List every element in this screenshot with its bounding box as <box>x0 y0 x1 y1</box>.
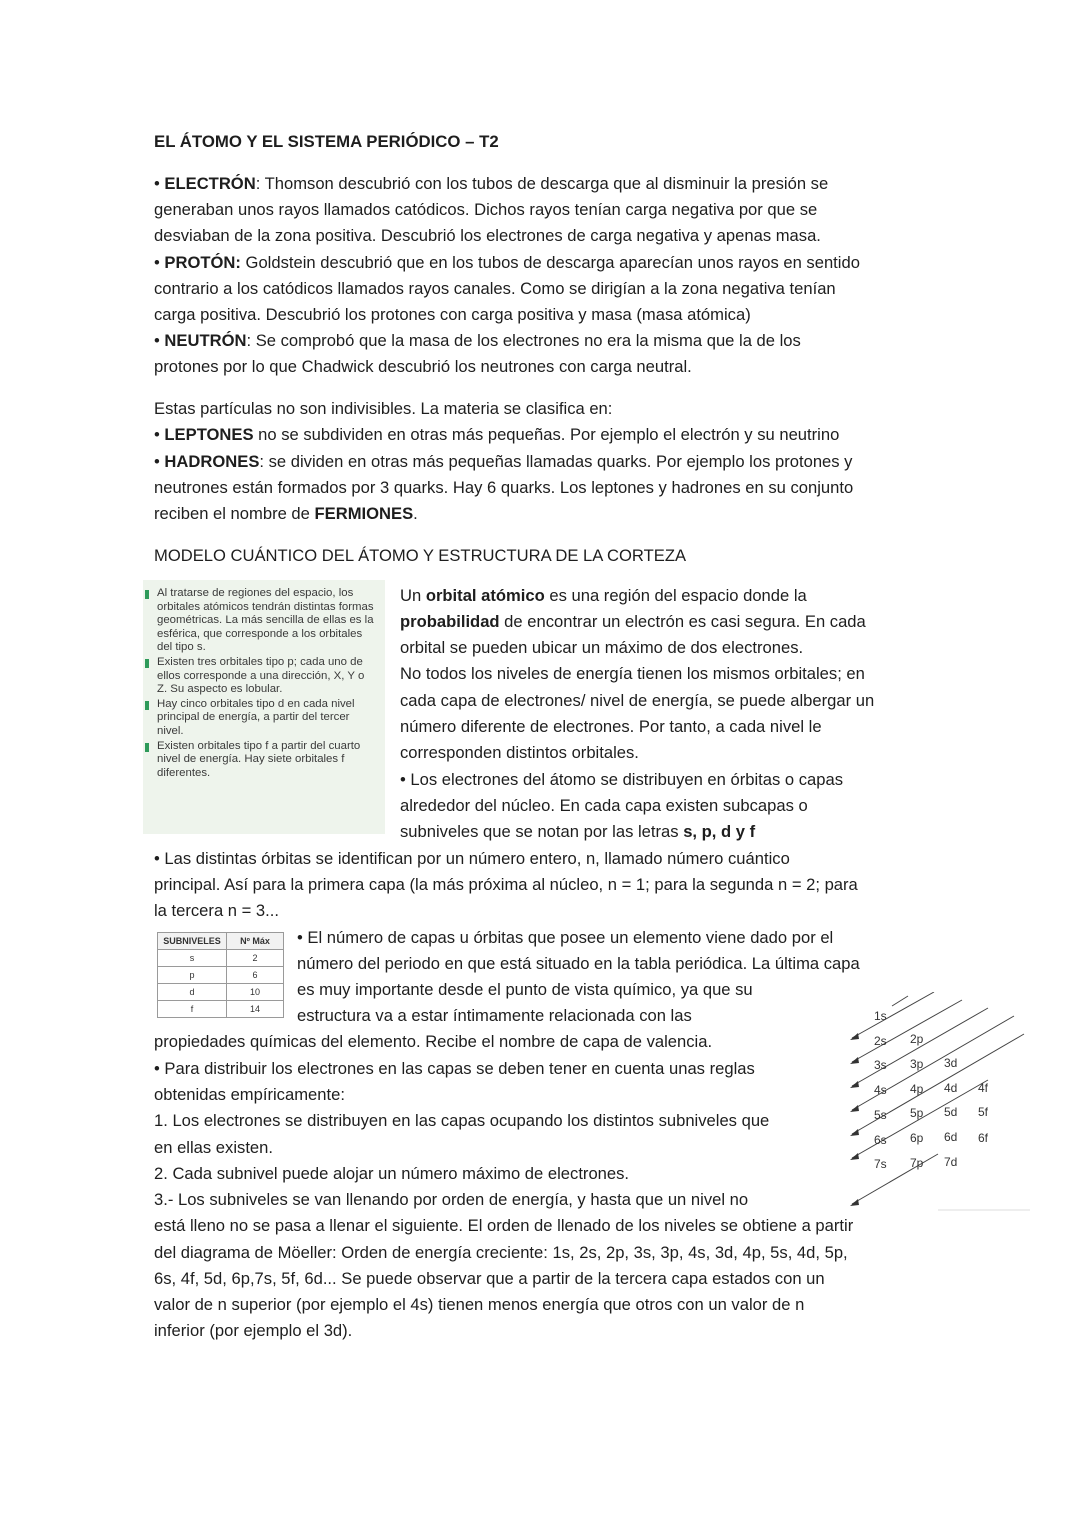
text-line: obtenidas empíricamente: <box>154 1085 345 1104</box>
caption-item: Existen tres orbitales tipo p; cada uno de ellos corresponde a una dirección, X, Y o Z. Su aspecto es lobular. <box>155 656 377 697</box>
text-line: la tercera n = 3... <box>154 901 279 920</box>
text-line: • Los electrones del átomo se distribuyen en órbitas o capas <box>400 770 844 789</box>
term-spdf: s, p, d y f <box>683 822 756 841</box>
text-span: : Se comprobó que la masa de los electrones no era la misma que la de los <box>246 331 801 350</box>
diagonal-line <box>852 1008 988 1086</box>
subshell-table <box>157 932 284 1018</box>
text-span: es una región del espacio donde la <box>544 586 807 605</box>
orbital-label: 7d <box>944 1155 958 1169</box>
text-line: • ELECTRÓN: Thomson descubrió con los tubos de descarga que al disminuir la presión se <box>154 174 829 193</box>
orbital-caption-box <box>143 580 385 834</box>
text-span: subniveles que se notan por las letras <box>400 822 684 841</box>
arrow-head-icon <box>850 1033 859 1040</box>
arrow-head-icon <box>850 1153 859 1160</box>
text-line: • HADRONES: se dividen en otras más pequeñas llamadas quarks. Por ejemplo los protones y <box>154 452 853 471</box>
table-row <box>158 984 284 1001</box>
text-span: : Thomson descubrió con los tubos de descarga que al disminuir la presión se <box>255 174 829 193</box>
orbital-label: 5p <box>910 1106 924 1120</box>
text-line: • PROTÓN: Goldstein descubrió que en los tubos de descarga aparecían unos rayos en sentido <box>154 253 860 272</box>
text-line: desviaban de la zona positiva. Descubrió los electrones de carga negativa y apenas masa. <box>154 226 821 245</box>
orbital-label: 4s <box>874 1083 887 1097</box>
text-line: 1. Los electrones se distribuyen en las capas ocupando los distintos subniveles que <box>154 1111 770 1130</box>
text-line: propiedades químicas del elemento. Recibe el nombre de capa de valencia. <box>154 1032 713 1051</box>
term-electron: ELECTRÓN <box>164 174 256 193</box>
arrow-heads <box>850 1033 859 1206</box>
table-cell: 6 <box>227 967 284 984</box>
text-line: alrededor del núcleo. En cada capa existen subcapas o <box>400 796 808 815</box>
diagonal-line <box>892 996 908 1006</box>
caption-item: Hay cinco orbitales tipo d en cada nivel principal de energía, a partir del tercer nivel. <box>155 698 377 739</box>
text-line: inferior (por ejemplo el 3d). <box>154 1321 353 1340</box>
caption-item: Existen orbitales tipo f a partir del cuarto nivel de energía. Hay siete orbitales f diferentes. <box>155 740 377 781</box>
orbital-label: 6f <box>978 1131 989 1145</box>
arrow-head-icon <box>850 1057 859 1064</box>
text-line: • Las distintas órbitas se identifican por un número entero, n, llamado número cuántico <box>154 849 790 868</box>
text-line: generaban unos rayos llamados catódicos. Dichos rayos tenían carga negativa por que se <box>154 200 818 219</box>
orbital-label: 5s <box>874 1108 887 1122</box>
term-leptones: LEPTONES <box>164 425 254 444</box>
text-line: 6s, 4f, 5d, 6p,7s, 5f, 6d... Se puede observar que a partir de la tercera capa estados con un <box>154 1269 825 1288</box>
arrow-head-icon <box>850 1129 859 1136</box>
orbital-label: 4d <box>944 1081 958 1095</box>
table-row <box>158 1001 284 1018</box>
term-neutron: NEUTRÓN <box>164 331 247 350</box>
orbital-label: 3d <box>944 1056 958 1070</box>
table-row <box>158 967 284 984</box>
term-probabilidad: probabilidad <box>400 612 500 631</box>
text-line: es muy importante desde el punto de vista químico, ya que su <box>297 980 753 999</box>
text-line: principal. Así para la primera capa (la más próxima al núcleo, n = 1; para la segunda n = 2; para <box>154 875 858 894</box>
text-line: está lleno no se pasa a llenar el siguiente. El orden de llenado de los niveles se obtiene a partir <box>154 1216 854 1235</box>
orbital-label: 3s <box>874 1058 887 1072</box>
text-line: Estas partículas no son indivisibles. La materia se clasifica en: <box>154 399 613 418</box>
text-line: neutrones están formados por 3 quarks. Hay 6 quarks. Los leptones y hadrones en su conjunto <box>154 478 854 497</box>
term-fermiones: FERMIONES <box>314 504 414 523</box>
text-line: No todos los niveles de energía tienen los mismos orbitales; en <box>400 664 865 683</box>
text-span: : se dividen en otras más pequeñas llamadas quarks. Por ejemplo los protones y <box>259 452 853 471</box>
diagonal-line <box>852 1154 938 1204</box>
term-hadrones: HADRONES <box>164 452 260 471</box>
table-header-row <box>158 933 284 950</box>
orbital-label: 1s <box>874 1009 887 1023</box>
arrow-head-icon <box>850 1199 859 1206</box>
orbital-label: 2s <box>874 1034 887 1048</box>
arrow-head-icon <box>850 1105 859 1112</box>
diagonal-line <box>852 1000 962 1062</box>
term-orbital: orbital atómico <box>425 586 545 605</box>
orbital-label: 2p <box>910 1032 924 1046</box>
orbital-label: 6s <box>874 1133 887 1147</box>
text-span: Goldstein descubrió que en los tubos de descarga aparecían unos rayos en sentido <box>240 253 860 272</box>
orbital-label: 3p <box>910 1057 924 1071</box>
orbital-label: 7s <box>874 1157 887 1171</box>
text-line: protones por lo que Chadwick descubrió los neutrones con carga neutral. <box>154 357 692 376</box>
text-line: carga positiva. Descubrió los protones con carga positiva y masa (masa atómica) <box>154 305 751 324</box>
text-span: . <box>413 504 418 523</box>
text-line: estructura va a estar íntimamente relacionada con las <box>297 1006 692 1025</box>
text-span: de encontrar un electrón es casi segura. En cada <box>499 612 866 631</box>
text-line <box>400 819 755 845</box>
page-title: EL ÁTOMO Y EL SISTEMA PERIÓDICO – T2 <box>154 132 499 151</box>
text-span: no se subdividen en otras más pequeñas. Por ejemplo el electrón y su neutrino <box>253 425 840 444</box>
text-line: número diferente de electrones. Por tanto, a cada nivel le <box>400 717 822 736</box>
text-span: Un <box>400 586 426 605</box>
text-line <box>400 583 807 609</box>
text-line: del diagrama de Möeller: Orden de energía creciente: 1s, 2s, 2p, 3s, 3p, 4s, 3d, 4p, 5s, 4d, 5p, <box>154 1243 848 1262</box>
orbital-label: 7p <box>910 1156 924 1170</box>
table-cell: f <box>158 1001 227 1018</box>
caption-item: Al tratarse de regiones del espacio, los orbitales atómicos tendrán distintas formas geométricas. La más sencilla de ellas es la esférica, que corresponde a los orbitales del tipo s. <box>155 587 377 655</box>
orbital-label: 5d <box>944 1105 958 1119</box>
text-line: corresponden distintos orbitales. <box>400 743 639 762</box>
section-title: MODELO CUÁNTICO DEL ÁTOMO Y ESTRUCTURA DE LA CORTEZA <box>154 546 687 565</box>
table-cell: p <box>158 967 227 984</box>
text-line: contrario a los catódicos llamados rayos canales. Como se dirigían a la zona negativa tenían <box>154 279 836 298</box>
table-row <box>158 950 284 967</box>
term-proton: PROTÓN: <box>164 253 241 272</box>
text-line: • Para distribuir los electrones en las capas se deben tener en cuenta unas reglas <box>154 1059 755 1078</box>
text-line: orbital se pueden ubicar un máximo de dos electrones. <box>400 638 804 657</box>
text-line: valor de n superior (por ejemplo el 4s) tienen menos energía que otros con un valor de n <box>154 1295 805 1314</box>
text-line: • NEUTRÓN: Se comprobó que la masa de los electrones no era la misma que la de los <box>154 331 801 350</box>
text-line: número del periodo en que está situado en la tabla periódica. La última capa <box>297 954 860 973</box>
text-line <box>400 609 866 635</box>
text-line: 3.- Los subniveles se van llenando por orden de energía, y hasta que un nivel no <box>154 1190 749 1209</box>
orbital-label: 6d <box>944 1130 958 1144</box>
table-header: SUBNIVELES <box>158 933 227 950</box>
text-line: en ellas existen. <box>154 1138 273 1157</box>
moeller-diagram <box>838 992 1034 1214</box>
table-cell: s <box>158 950 227 967</box>
text-span: reciben el nombre de <box>154 504 315 523</box>
orbital-label: 4p <box>910 1082 924 1096</box>
orbital-label: 6p <box>910 1131 924 1145</box>
table-header: Nº Máx <box>227 933 284 950</box>
orbital-label: 5f <box>978 1105 989 1119</box>
table-cell: 14 <box>227 1001 284 1018</box>
text-line: cada capa de electrones/ nivel de energía, se puede albergar un <box>400 691 875 710</box>
table-cell: 10 <box>227 984 284 1001</box>
diagonal-arrows <box>852 992 1030 1210</box>
text-line: • El número de capas u órbitas que posee un elemento viene dado por el <box>297 928 834 947</box>
text-line <box>154 501 418 527</box>
text-line: 2. Cada subnivel puede alojar un número máximo de electrones. <box>154 1164 630 1183</box>
table-cell: 2 <box>227 950 284 967</box>
text-line: • LEPTONES no se subdividen en otras más pequeñas. Por ejemplo el electrón y su neutrino <box>154 425 840 444</box>
orbital-label: 4f <box>978 1081 989 1095</box>
table-cell: d <box>158 984 227 1001</box>
arrow-head-icon <box>850 1081 859 1088</box>
